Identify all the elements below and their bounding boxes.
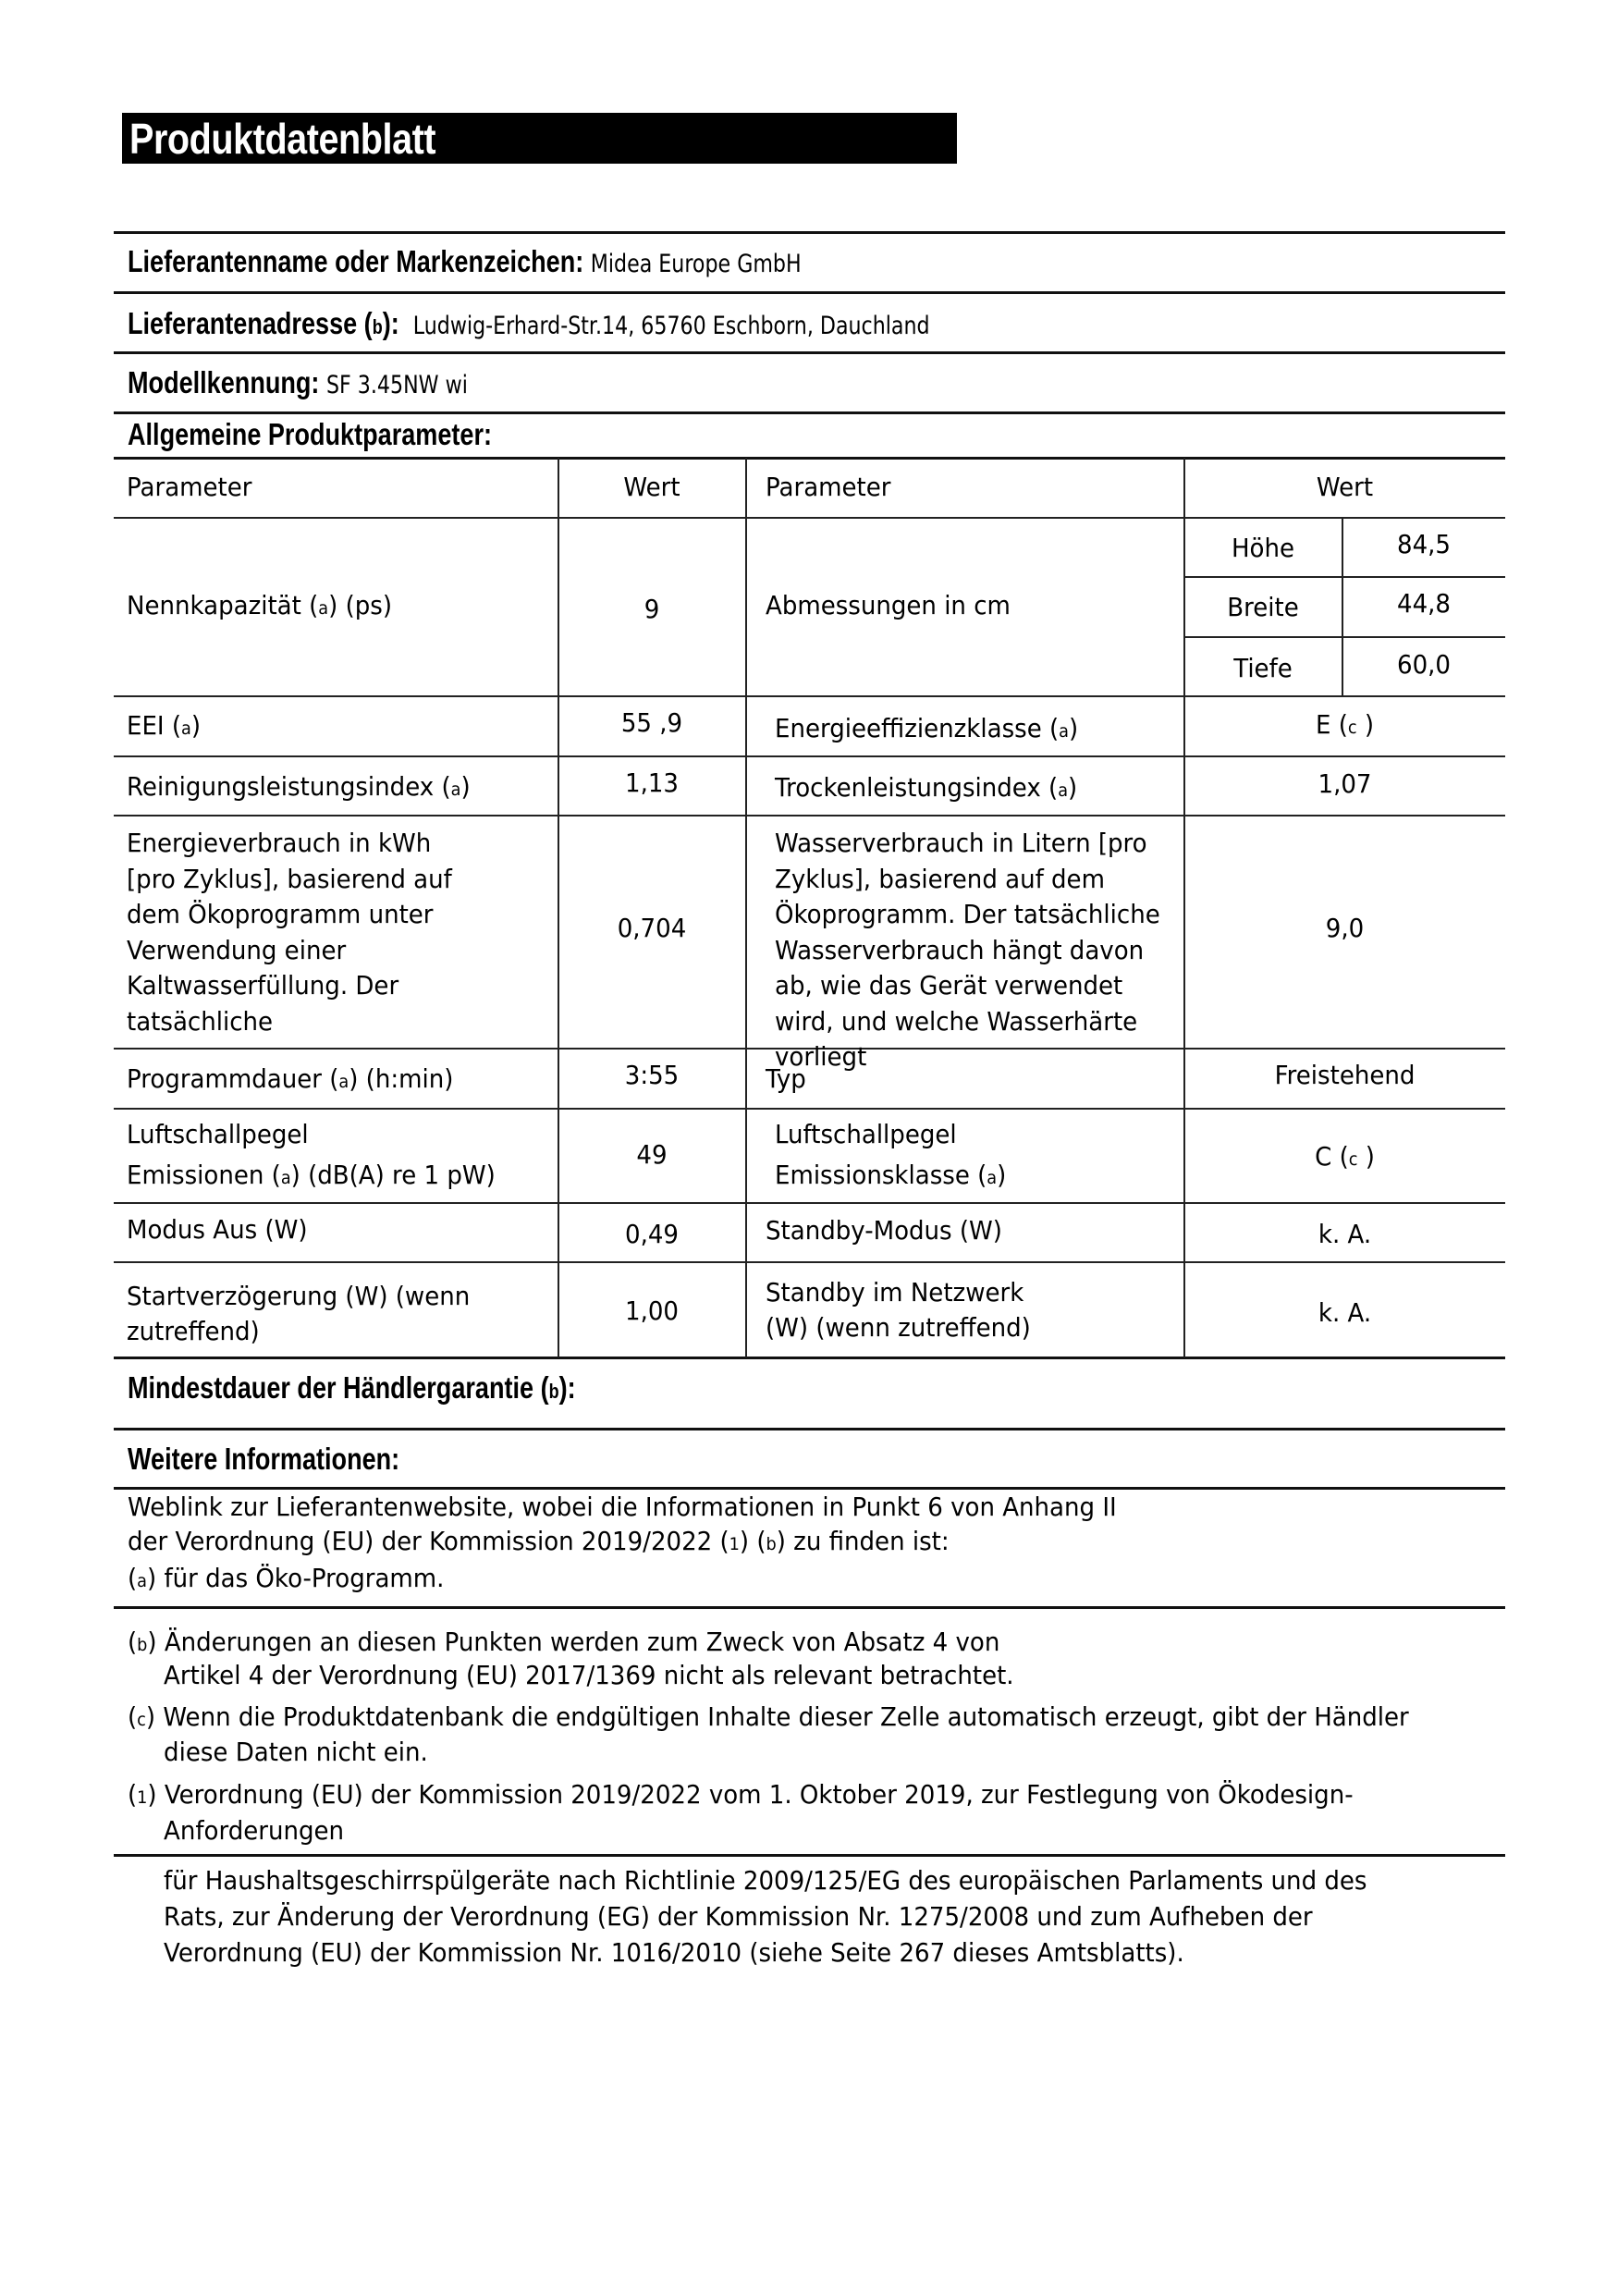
table-line <box>114 695 1505 697</box>
value-program-duration: 3:55 <box>624 1060 680 1090</box>
divider <box>114 231 1505 234</box>
dimension-value-depth: 60,0 <box>1397 649 1451 680</box>
footnote-b-cont: Artikel 4 der Verordnung (EU) 2017/1369 nicht als relevant betrachtet. <box>164 1660 1014 1690</box>
warranty-row <box>128 1365 674 1411</box>
general-heading: Allgemeine Produktparameter: <box>128 417 492 451</box>
footnote-continuation-line: für Haushaltsgeschirrspülgeräte nach Richtlinie 2009/125/EG des europäischen Parlaments und des <box>164 1865 1367 1896</box>
table-line <box>114 1202 1505 1204</box>
param-cleaning-index: Reinigungsleistungsindex (a) <box>127 771 471 802</box>
table-line <box>114 815 1505 816</box>
param-noise-class: Luftschallpegel Emissionsklasse (a) <box>775 1119 1007 1190</box>
value-energy-consumption: 0,704 <box>617 913 687 943</box>
further-info-weblink-line1: Weblink zur Lieferantenwebsite, wobei die Informationen in Punkt 6 von Anhang II <box>128 1492 1117 1522</box>
footnote-c: (c) Wenn die Produktdatenbank die endgültigen Inhalte dieser Zelle automatisch erzeugt, gibt der Händler <box>128 1701 1409 1732</box>
table-line <box>114 517 1505 519</box>
column-header-value: Wert <box>1316 472 1374 502</box>
table-col-line <box>745 458 747 1357</box>
table-line <box>114 1357 1505 1359</box>
param-dimensions: Abmessungen in cm <box>766 590 1011 620</box>
general-heading-row <box>128 414 571 455</box>
value-noise-emissions: 49 <box>636 1139 668 1170</box>
param-noise-emissions: Luftschallpegel Emissionen (a) (dB(A) re 1 pW) <box>127 1119 496 1190</box>
column-header-parameter: Parameter <box>766 472 891 502</box>
column-header-parameter: Parameter <box>127 472 252 502</box>
page-title: Produktdatenblatt <box>129 115 436 163</box>
table-line <box>114 1108 1505 1110</box>
param-off-mode: Modus Aus (W) <box>127 1214 308 1245</box>
table-col-line <box>1183 458 1185 1357</box>
dimension-value-height: 84,5 <box>1397 529 1451 559</box>
divider <box>114 1854 1505 1857</box>
model-label: Modellkennung: SF 3.45NW wi <box>128 364 468 399</box>
supplier-address-value: Ludwig-Erhard-Str.14, 65760 Eschborn, Dauchland <box>412 311 930 340</box>
further-info-row <box>128 1436 460 1482</box>
further-info-heading: Weitere Informationen: <box>128 1442 400 1476</box>
footnote-continuation-line: Verordnung (EU) der Kommission Nr. 1016/2010 (siehe Seite 267 dieses Amtsblatts). <box>164 1937 1184 1968</box>
footnote-1: (1) Verordnung (EU) der Kommission 2019/2022 vom 1. Oktober 2019, zur Festlegung von Ökodesign- <box>128 1779 1354 1810</box>
param-standby-mode: Standby-Modus (W) <box>766 1215 1002 1246</box>
dimension-label-height: Höhe <box>1231 533 1295 563</box>
divider <box>114 351 1505 354</box>
param-rated-capacity: Nennkapazität (a) (ps) <box>127 590 393 620</box>
value-cleaning-index: 1,13 <box>625 767 679 798</box>
table-col-line <box>558 458 559 1357</box>
warranty-label: Mindestdauer der Händlergarantie (b): <box>128 1370 576 1405</box>
value-type: Freistehend <box>1274 1060 1416 1090</box>
value-energy-class: E (c ) <box>1315 709 1375 740</box>
further-info-weblink-line2: der Verordnung (EU) der Kommission 2019/2022 (1) (b) zu finden ist: <box>128 1526 950 1556</box>
further-info-eco-note: (a) für das Öko-Programm. <box>128 1563 445 1593</box>
divider <box>114 1428 1505 1430</box>
dimension-label-width: Breite <box>1227 592 1299 622</box>
footnote-continuation-line: Rats, zur Änderung der Verordnung (EG) der Kommission Nr. 1275/2008 und zum Aufheben der <box>164 1901 1313 1932</box>
param-water-consumption: Wasserverbrauch in Litern [pro Zyklus], basierend auf dem Ökoprogramm. Der tatsächliche Wasserverbrauch hängt davon ab, wie das Gerät verwendet wird, und welche Wasserhärte vorliegt <box>775 828 1160 1072</box>
model-row <box>128 357 543 408</box>
value-network-standby: k. A. <box>1318 1297 1372 1328</box>
value-delay-start: 1,00 <box>625 1295 679 1326</box>
param-network-standby: Standby im Netzwerk (W) (wenn zutreffend) <box>766 1277 1031 1343</box>
footnote-b: (b) Änderungen an diesen Punkten werden zum Zweck von Absatz 4 von <box>128 1627 1000 1657</box>
table-line <box>114 1261 1505 1263</box>
param-energy-class: Energieeffizienzklasse (a) <box>775 713 1079 743</box>
dimension-label-depth: Tiefe <box>1233 653 1293 683</box>
table-line <box>114 457 1505 460</box>
divider <box>114 291 1505 294</box>
supplier-name-label: Lieferantenname oder Markenzeichen: Midea Europe GmbH <box>128 244 802 278</box>
value-noise-class: C (c ) <box>1315 1141 1375 1172</box>
value-water-consumption: 9,0 <box>1325 913 1365 943</box>
supplier-address-row <box>128 298 1106 349</box>
table-line <box>1183 576 1505 578</box>
supplier-address-label: Lieferantenadresse (b): Ludwig-Erhard-Str.14, 65760 Eschborn, Dauchland <box>128 305 930 340</box>
model-value: SF 3.45NW wi <box>325 370 468 399</box>
footnote-1-cont: Anforderungen <box>164 1815 345 1846</box>
value-off-mode: 0,49 <box>625 1219 679 1249</box>
table-col-line <box>1342 518 1343 696</box>
footnote-c-cont: diese Daten nicht ein. <box>164 1737 428 1767</box>
param-eei: EEI (a) <box>127 710 202 741</box>
column-header-value: Wert <box>623 472 680 502</box>
param-program-duration: Programmdauer (a) (h:min) <box>127 1063 454 1094</box>
supplier-name-row <box>128 239 950 285</box>
param-drying-index: Trockenleistungsindex (a) <box>775 772 1078 803</box>
param-delay-start: Startverzögerung (W) (wenn zutreffend) <box>127 1281 471 1346</box>
supplier-name-value: Midea Europe GmbH <box>590 250 802 278</box>
value-eei: 55 ,9 <box>620 707 683 738</box>
table-line <box>114 755 1505 757</box>
divider <box>114 1606 1505 1609</box>
table-line <box>1183 636 1505 638</box>
title-bar <box>122 113 957 164</box>
param-type: Typ <box>766 1063 806 1094</box>
dimension-value-width: 44,8 <box>1397 588 1451 619</box>
param-energy-consumption: Energieverbrauch in kWh [pro Zyklus], basierend auf dem Ökoprogramm unter Verwendung einer Kaltwasserfüllung. Der tatsächliche <box>127 828 452 1037</box>
value-standby-mode: k. A. <box>1318 1219 1372 1249</box>
value-rated-capacity: 9 <box>644 594 660 624</box>
value-drying-index: 1,07 <box>1318 768 1372 799</box>
